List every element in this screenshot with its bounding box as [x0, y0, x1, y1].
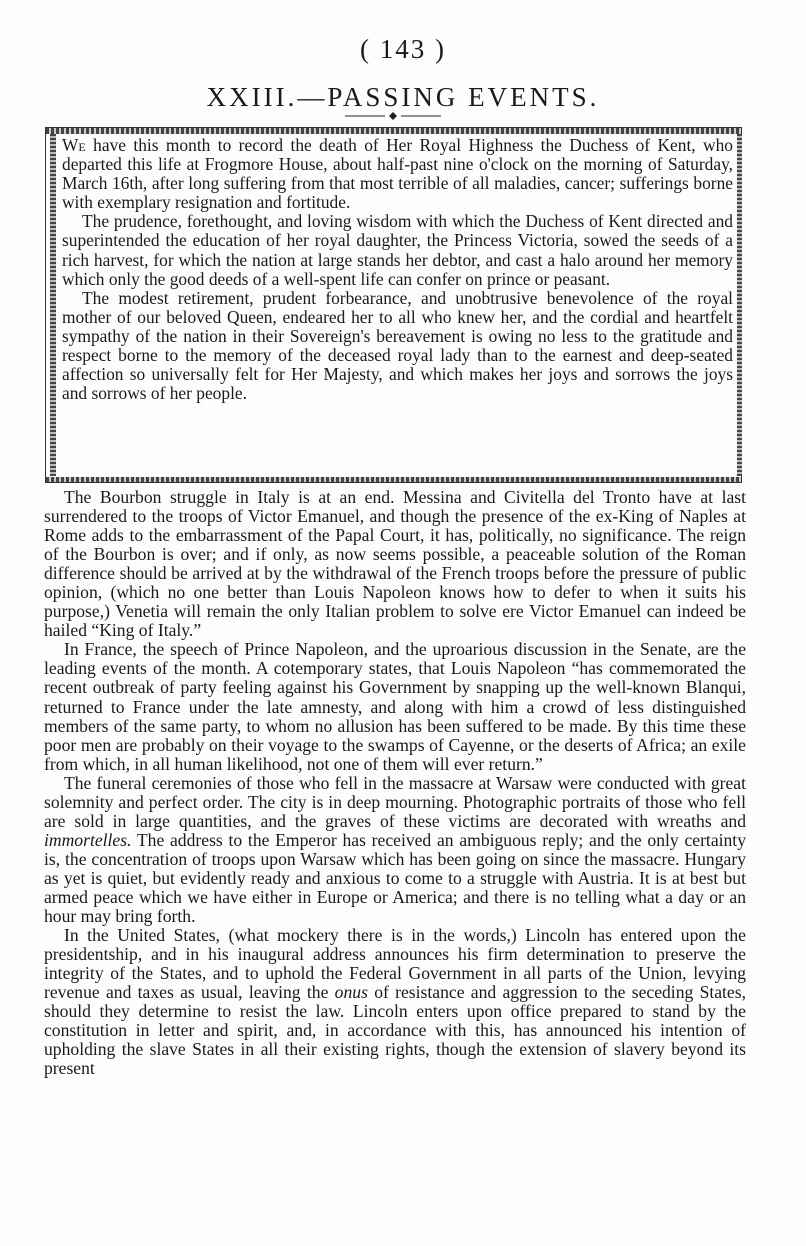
- article-body: [44, 488, 746, 1078]
- notice-paragraph-1: [62, 136, 733, 212]
- notice-paragraph-1-text: have this month to record the death of Her Royal Highness the Duchess of Kent, who departed this life at Frogmore House, about half-past nine o'clock on the morning of Saturday, March 16th, after long suffering from that most terrible of all maladies, cancer; sufferings borne with exemplary resignation and fortitude.: [62, 135, 733, 213]
- box-bottom-border: [46, 477, 741, 482]
- paragraph-warsaw: [44, 774, 746, 926]
- paragraph-united-states: [44, 926, 746, 1078]
- box-top-border: [46, 128, 741, 134]
- notice-paragraph-3: The modest retirement, prudent forbearance, and unobtrusive benevolence of the royal mother of our beloved Queen, endeared her to all who knew her, and the cordial and heartfelt sympathy of the nation in their Sovereign's bereavement is owing no less to the gratitude and respect borne to the memory of the deceased royal lady than to the earnest and deep-seated affection so universally felt for Her Majesty, and which makes her joys and sorrows the joys and sorrows of her people.: [62, 287, 733, 404]
- paragraph-us-text-a: In the United States, (what mockery there is in the words,) Lincoln has entered upon the presidentship, and in his inaugural address announces his firm determination to preserve the integrity of the States, and to uphold the Federal Government in all parts of the Union, levying revenue and taxes as usual, leaving the: [44, 925, 746, 1003]
- paragraph-us-italic: onus: [334, 982, 368, 1003]
- notice-lead-word: We: [62, 135, 86, 155]
- notice-paragraph-2: The prudence, forethought, and loving wisdom with which the Duchess of Kent directed and superintended the education of her royal daughter, the Princess Victoria, sowed the seeds of a rich harvest, for which the nation at large stands her debtor, and cast a halo around her memory which only the good deeds of a well-spent life can confer on prince or peasant.: [62, 211, 733, 289]
- paragraph-warsaw-text-a: The funeral ceremonies of those who fell in the massacre at Warsaw were conducted with great solemnity and perfect order. The city is in deep mourning. Photographic portraits of those who fell are sold in large quantities, and the graves of these victims are decorated with wreaths and: [44, 772, 746, 831]
- section-title: XXIII.—PASSING EVENTS.: [206, 82, 600, 112]
- paragraph-warsaw-italic: immortelles.: [44, 829, 132, 850]
- paragraph-italy: The Bourbon struggle in Italy is at an end. Messina and Civitella del Tronto have at last surrendered to the troops of Victor Emanuel, and though the presence of the ex-King of Naples at Rome adds to the embarrassment of the Papal Court, it has, politically, no significance. The reign of the Bourbon is over; and if only, as now seems possible, a peaceable solution of the Roman difference should be arrived at by the withdrawal of the French troops before the pressure of public opinion, (which no one better than Louis Napoleon knows how to defer to when it suits his purpose,) Venetia will remain the only Italian problem to solve ere Victor Emanuel can indeed be hailed “King of Italy.”: [44, 487, 746, 641]
- boxed-notice: [45, 127, 742, 483]
- title-rule-ornament: [343, 110, 443, 122]
- paragraph-warsaw-text-b: The address to the Emperor has received an ambiguous reply; and the only certainty is, the concentration of troops upon Warsaw which has been going on since the massacre. Hungary as yet is quiet, but evidently ready and anxious to come to a struggle with Austria. It is at best but armed peace which we have either in Europe or America; and there is no telling what a day or an hour may bring forth.: [44, 829, 746, 927]
- paragraph-us-text-b: of resistance and aggression to the seceding States, should they determine to resist the law. Lincoln enters upon office prepared to stand by the constitution in letter and spirit, and, in accordance with this, has announced his intention of upholding the slave States in all their existing rights, though the extension of slavery beyond its present: [44, 982, 746, 1079]
- paragraph-france: In France, the speech of Prince Napoleon, and the uproarious discussion in the Senate, are the leading events of the month. A cotemporary states, that Louis Napoleon “has commemorated the recent outbreak of party feeling against his Government by snapping up the well-known Blanqui, returned to France under the late amnesty, and along with him a crowd of less distinguished members of the same party, to whom no allusion has been suffered to be made. By this time these poor men are probably on their voyage to the swamps of Cayenne, or the deserts of Africa; an exile from which, in all human likelihood, not one of them will ever return.”: [44, 639, 746, 774]
- page-number: ( 143 ): [360, 34, 446, 64]
